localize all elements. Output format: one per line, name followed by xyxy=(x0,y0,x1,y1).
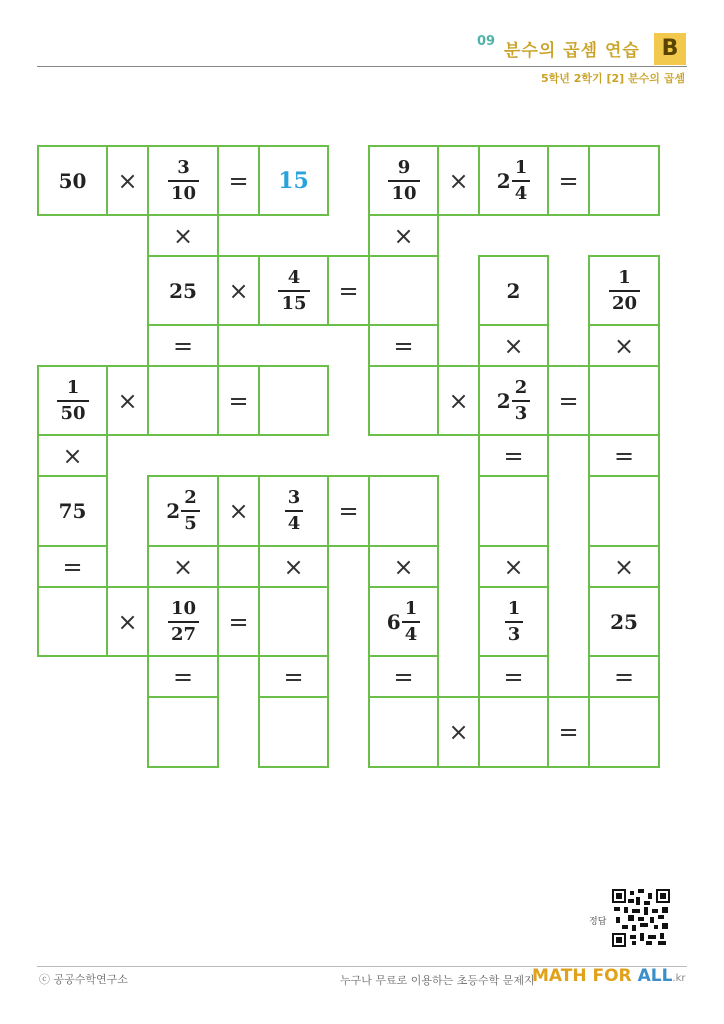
blank-answer-cell[interactable] xyxy=(258,696,329,768)
answer-cell xyxy=(258,145,329,216)
equals-sign-cell xyxy=(327,255,370,326)
multiply-sign-cell xyxy=(106,586,149,657)
equals-sign-cell xyxy=(258,655,329,698)
fraction xyxy=(167,156,199,204)
qr-label: 정답 xyxy=(589,917,607,927)
brand-all: ALL xyxy=(637,966,673,986)
equals-sign: = xyxy=(228,166,249,195)
number-cell xyxy=(588,586,660,657)
equals-sign: = xyxy=(338,497,359,525)
fraction xyxy=(277,266,309,314)
fraction xyxy=(167,597,199,645)
fraction-stack xyxy=(505,597,524,645)
fraction-cell xyxy=(258,475,329,547)
whole-number: 2 xyxy=(506,278,521,303)
blank-answer-cell[interactable] xyxy=(147,696,219,768)
fraction xyxy=(504,597,524,645)
header-divider xyxy=(37,66,687,67)
number-cell xyxy=(147,255,219,326)
equals-sign-cell xyxy=(217,145,260,216)
multiply-sign-cell xyxy=(106,145,149,216)
numerator: 1 xyxy=(404,597,418,619)
denominator: 50 xyxy=(57,400,88,423)
numerator: 1 xyxy=(618,266,631,288)
mixed-number-cell xyxy=(478,145,549,216)
multiply-sign: × xyxy=(228,497,249,525)
equals-sign: = xyxy=(228,607,249,636)
multiply-sign: × xyxy=(448,386,469,415)
blank-answer-cell[interactable] xyxy=(588,475,660,547)
multiply-sign-cell xyxy=(106,365,149,436)
blank-answer-cell[interactable] xyxy=(588,696,660,768)
multiply-sign: × xyxy=(503,552,524,581)
equals-sign-cell xyxy=(368,324,439,367)
denominator: 27 xyxy=(168,621,199,644)
multiply-sign: × xyxy=(62,441,83,470)
multiply-sign-cell xyxy=(147,214,219,257)
whole-number: 25 xyxy=(169,278,197,303)
equals-sign: = xyxy=(613,441,635,470)
denominator: 4 xyxy=(285,510,304,533)
numerator: 3 xyxy=(287,487,301,508)
blank-answer-cell[interactable] xyxy=(258,586,329,657)
worksheet-title: 분수의 곱셈 연습 xyxy=(504,41,640,61)
blank-answer-cell[interactable] xyxy=(258,365,329,436)
mixed-number-cell xyxy=(478,365,549,436)
fraction xyxy=(56,376,88,424)
whole-number: 25 xyxy=(610,609,638,634)
equals-sign: = xyxy=(613,662,635,691)
mixed-number xyxy=(166,489,199,533)
blank-answer-cell[interactable] xyxy=(588,145,660,216)
blank-answer-cell[interactable] xyxy=(588,365,660,436)
equals-sign: = xyxy=(338,276,359,305)
equals-sign-cell xyxy=(547,696,590,768)
blank-answer-cell[interactable] xyxy=(37,586,108,657)
fraction-cell xyxy=(258,255,329,326)
blank-answer-cell[interactable] xyxy=(147,365,219,436)
equals-sign-cell xyxy=(217,365,260,436)
numerator: 4 xyxy=(287,266,301,288)
numerator: 2 xyxy=(184,487,197,508)
fraction-cell xyxy=(147,586,219,657)
equals-sign-cell xyxy=(478,655,549,698)
answer-qr-code[interactable] xyxy=(612,889,670,947)
fraction-stack xyxy=(512,156,531,204)
equals-sign-cell xyxy=(327,475,370,547)
fraction-cell xyxy=(478,586,549,657)
multiply-sign: × xyxy=(448,166,469,195)
mixed-number-cell xyxy=(147,475,219,547)
equals-sign-cell xyxy=(217,586,260,657)
multiply-sign: × xyxy=(172,221,194,250)
equals-sign: = xyxy=(503,662,524,691)
mixed-number xyxy=(496,156,530,204)
equals-sign: = xyxy=(228,386,249,415)
denominator: 4 xyxy=(512,180,531,203)
numerator: 3 xyxy=(177,156,190,178)
multiply-sign: × xyxy=(117,166,138,195)
footer-copyright: ⓒ 공공수학연구소 xyxy=(39,973,128,986)
brand-for: FOR xyxy=(586,966,638,986)
multiply-sign: × xyxy=(613,552,635,581)
multiply-sign-cell xyxy=(217,255,260,326)
equals-sign-cell xyxy=(478,434,549,477)
denominator: 15 xyxy=(278,290,309,313)
footer-slogan: 누구나 무료로 이용하는 초등수학 문제지 xyxy=(340,974,535,987)
fraction-stack xyxy=(57,376,88,424)
fraction-stack xyxy=(168,156,199,204)
mixed-whole-part: 6 xyxy=(386,609,401,634)
multiply-sign-cell xyxy=(258,545,329,588)
denominator: 10 xyxy=(388,180,419,203)
fraction-stack xyxy=(402,597,421,645)
brand-math: MATH xyxy=(532,966,587,986)
fraction-cell xyxy=(147,145,219,216)
fraction-stack xyxy=(278,266,309,314)
equals-sign: = xyxy=(283,662,304,691)
number-cell xyxy=(37,475,108,547)
mixed-whole-part: 2 xyxy=(496,168,511,193)
number-cell xyxy=(478,255,549,326)
equals-sign-cell xyxy=(547,145,590,216)
equals-sign-cell xyxy=(147,324,219,367)
mixed-whole-part: 2 xyxy=(166,499,181,523)
equals-sign: = xyxy=(558,166,579,195)
fraction xyxy=(387,156,419,204)
fraction-stack xyxy=(181,489,200,533)
mixed-whole-part: 2 xyxy=(496,388,511,413)
multiply-sign-cell xyxy=(437,696,480,768)
equals-sign: = xyxy=(393,331,414,360)
multiply-sign-cell xyxy=(478,324,549,367)
multiply-sign: × xyxy=(613,331,635,360)
multiply-sign: × xyxy=(393,552,414,581)
blank-answer-cell[interactable] xyxy=(478,475,549,547)
multiply-sign-cell xyxy=(437,365,480,436)
blank-answer-cell[interactable] xyxy=(368,475,439,547)
equals-sign-cell xyxy=(588,434,660,477)
equals-sign: = xyxy=(172,331,194,360)
numerator: 1 xyxy=(507,597,521,619)
multiply-sign-cell xyxy=(588,324,660,367)
multiply-sign: × xyxy=(117,386,138,415)
denominator: 3 xyxy=(512,400,531,423)
multiply-sign: × xyxy=(228,276,249,305)
multiply-sign-cell xyxy=(147,545,219,588)
numerator: 9 xyxy=(397,156,411,178)
blank-answer-cell[interactable] xyxy=(368,365,439,436)
fraction-stack xyxy=(168,597,199,645)
multiply-sign-cell xyxy=(437,145,480,216)
number-cell xyxy=(37,145,108,216)
equals-sign: = xyxy=(62,552,83,581)
denominator: 5 xyxy=(181,510,200,533)
answer-value: 15 xyxy=(278,167,309,194)
denominator: 20 xyxy=(609,290,640,313)
equals-sign: = xyxy=(503,441,524,470)
level-badge: B xyxy=(654,33,686,65)
fraction-stack xyxy=(512,376,531,424)
denominator: 10 xyxy=(168,180,199,203)
multiply-sign: × xyxy=(283,552,304,581)
fraction-cell xyxy=(368,145,439,216)
blank-answer-cell[interactable] xyxy=(368,696,439,768)
numerator: 10 xyxy=(170,597,197,619)
brand-kr: .kr xyxy=(672,973,686,984)
fraction xyxy=(284,489,304,533)
numerator: 1 xyxy=(514,156,528,178)
equals-sign-cell xyxy=(147,655,219,698)
blank-answer-cell[interactable] xyxy=(368,255,439,326)
fraction-cell xyxy=(37,365,108,436)
brand-logo[interactable] xyxy=(532,966,686,986)
equals-sign-cell xyxy=(588,655,660,698)
equals-sign: = xyxy=(172,662,194,691)
numerator: 2 xyxy=(514,376,528,398)
multiply-sign-cell xyxy=(368,214,439,257)
multiply-sign: × xyxy=(117,607,138,636)
worksheet-subtitle: 5학년 2학기 [2] 분수의 곱셈 xyxy=(541,72,685,85)
equals-sign: = xyxy=(558,718,579,746)
fraction xyxy=(608,266,640,314)
multiply-sign: × xyxy=(393,221,414,250)
numerator: 1 xyxy=(66,376,80,398)
multiply-sign: × xyxy=(172,552,194,581)
fraction-stack xyxy=(285,489,304,533)
fraction-cell xyxy=(588,255,660,326)
equals-sign-cell xyxy=(37,545,108,588)
blank-answer-cell[interactable] xyxy=(478,696,549,768)
fraction-stack xyxy=(388,156,419,204)
whole-number: 50 xyxy=(58,168,87,193)
multiply-sign-cell xyxy=(478,545,549,588)
equals-sign: = xyxy=(558,386,579,415)
equals-sign-cell xyxy=(547,365,590,436)
multiply-sign-cell xyxy=(368,545,439,588)
mixed-number xyxy=(386,597,420,645)
equals-sign: = xyxy=(393,662,414,691)
equals-sign-cell xyxy=(368,655,439,698)
mixed-number-cell xyxy=(368,586,439,657)
mixed-number xyxy=(496,376,530,424)
denominator: 3 xyxy=(505,621,524,644)
multiply-sign: × xyxy=(503,331,524,360)
multiply-sign-cell xyxy=(37,434,108,477)
fraction-stack xyxy=(609,266,640,314)
header-number: 09 xyxy=(477,34,496,49)
whole-number: 75 xyxy=(58,499,87,523)
multiply-sign-cell xyxy=(217,475,260,547)
multiply-sign: × xyxy=(448,718,469,746)
multiply-sign-cell xyxy=(588,545,660,588)
denominator: 4 xyxy=(402,621,421,644)
